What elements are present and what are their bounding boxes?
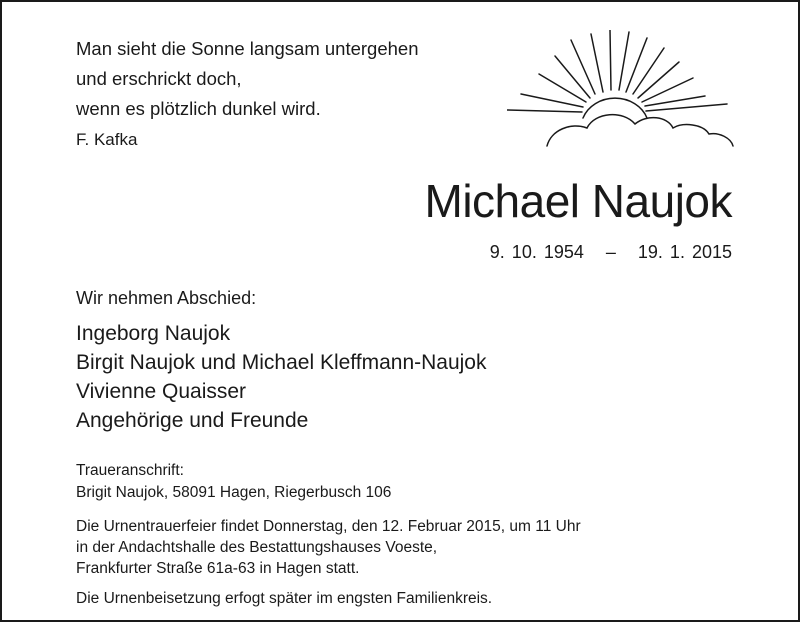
ceremony-line: Die Urnentrauerfeier findet Donnerstag, den 12. Februar 2015, um 11 Uhr [76, 518, 581, 535]
mourner-name: Ingeborg Naujok [76, 322, 231, 345]
ceremony-line: Frankfurter Straße 61a-63 in Hagen statt. [76, 560, 360, 577]
kafka-quote [76, 34, 419, 150]
mourning-address [76, 460, 391, 504]
ceremony-info [76, 516, 581, 579]
quote-line: und erschrickt doch, [76, 68, 242, 89]
deceased-name: Michael Naujok [424, 175, 732, 227]
mourner-name: Angehörige und Freunde [76, 409, 309, 432]
mourner-list [76, 319, 486, 435]
ceremony-line: in der Andachtshalle des Bestattungshauses Voeste, [76, 539, 438, 556]
burial-info: Die Urnenbeisetzung erfogt später im engsten Familienkreis. [76, 590, 493, 607]
sunset-cloud-icon [507, 30, 747, 148]
birth-date: 9. 10. 1954 [489, 242, 584, 262]
quote-author: F. Kafka [76, 130, 138, 149]
mourner-name: Vivienne Quaisser [76, 380, 247, 403]
quote-line: wenn es plötzlich dunkel wird. [76, 98, 321, 119]
life-dates [490, 242, 732, 263]
date-separator: – [605, 242, 616, 262]
address-label: Traueranschrift: [76, 462, 184, 479]
death-date: 19. 1. 2015 [637, 242, 732, 262]
address-line: Brigit Naujok, 58091 Hagen, Riegerbusch 106 [76, 484, 392, 501]
farewell-heading: Wir nehmen Abschied: [76, 288, 257, 308]
quote-line: Man sieht die Sonne langsam untergehen [76, 38, 419, 59]
mourner-name: Birgit Naujok und Michael Kleffmann-Naujok [76, 351, 487, 374]
